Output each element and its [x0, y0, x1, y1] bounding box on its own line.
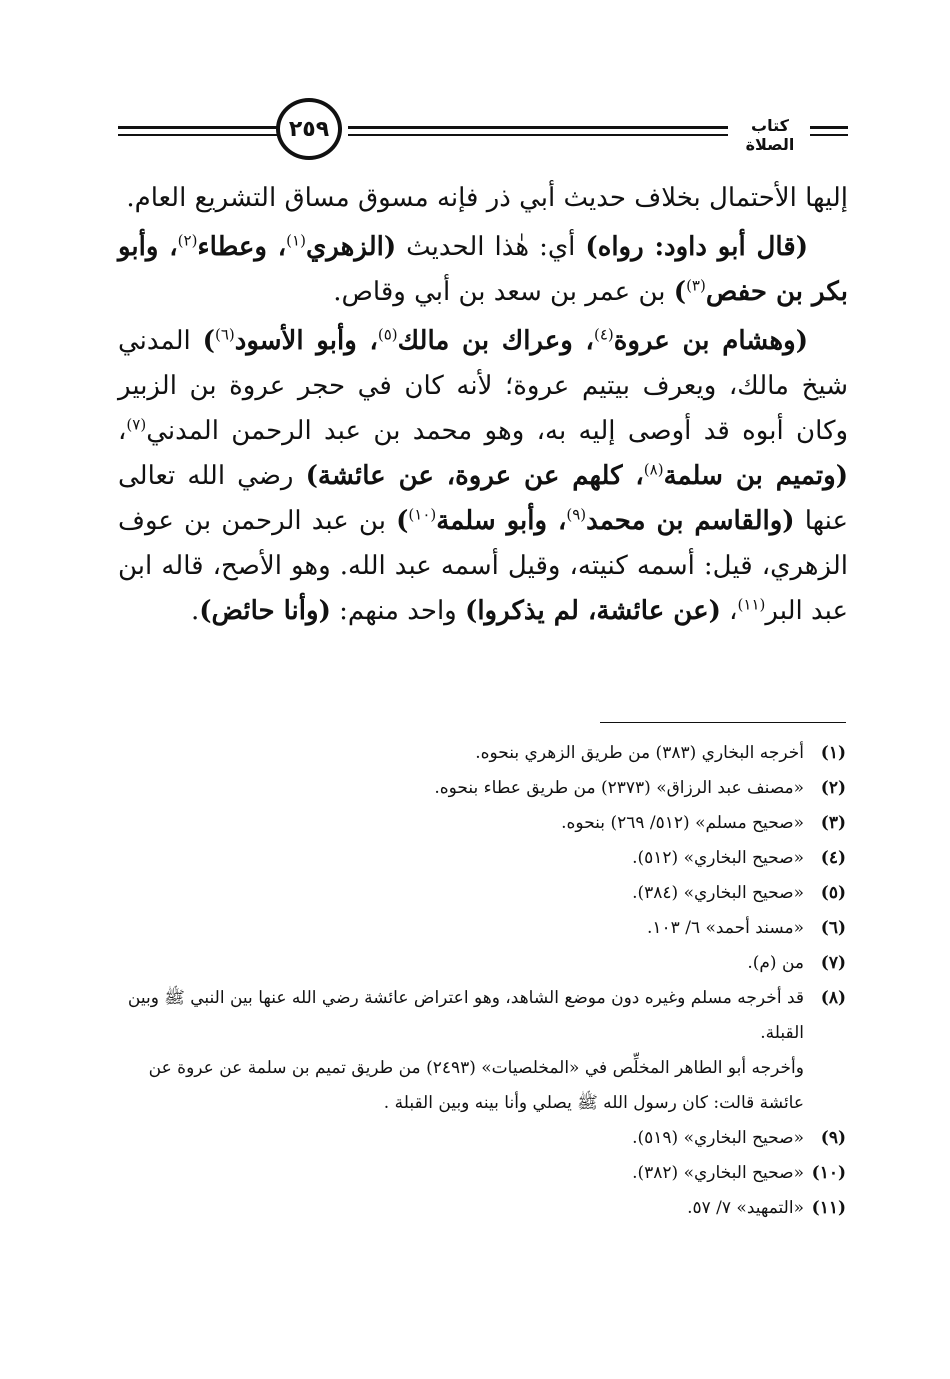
- main-text: [118, 176, 848, 634]
- footnote-text: «التمهيد» ٧/ ٥٧.: [687, 1198, 804, 1218]
- bold-text: ): [202, 326, 215, 356]
- bold-text: (وأنا حائض): [199, 596, 331, 626]
- body-text: ،: [720, 596, 738, 626]
- body-text: بن عبد الرحمن بن عوف الزهري، قيل: أسمه كنيته، وقيل أسمه عبد الله. وهو الأصح، قاله ابن عبد البر: [118, 506, 848, 626]
- footnote-marker: (٣): [686, 276, 706, 295]
- running-title: كتاب الصلاة: [745, 116, 795, 154]
- body-text: أي: هٰذا الحديث: [396, 232, 586, 262]
- body-text: رضي الله تعالى عنها: [118, 461, 849, 536]
- footnote-marker: (١١): [737, 595, 766, 614]
- footnote-item: [110, 876, 846, 911]
- footnote-marker: (١٠): [408, 505, 437, 524]
- page-number-badge: [276, 98, 342, 160]
- bold-text: ، وأبو بكر بن حفص: [118, 232, 848, 307]
- bold-text: (وهشام بن عروة: [613, 326, 809, 356]
- footnote-text: «صحيح البخاري» (٥١٢).: [632, 848, 804, 868]
- footnote-number: (٥): [820, 883, 846, 903]
- footnote-text: «صحيح البخاري» (٣٨٤).: [632, 883, 804, 903]
- footnote-item: [110, 1156, 846, 1191]
- footnote-text: «مسند أحمد» ٦/ ١٠٣.: [646, 918, 804, 938]
- footnote-number: (٧): [820, 953, 846, 973]
- footnote-separator: [600, 722, 846, 723]
- footnote-text: «صحيح البخاري» (٣٨٢).: [632, 1163, 804, 1183]
- bold-text: ): [673, 277, 687, 307]
- footnote-item: [110, 981, 846, 1051]
- body-paragraph: [118, 176, 848, 221]
- footnote-number: (١): [820, 743, 846, 763]
- page-number: ٢٥٩: [288, 116, 330, 142]
- bold-text: (قال أبو داود: رواه): [585, 232, 808, 262]
- header-rule: [118, 126, 280, 129]
- header-rule: [348, 126, 728, 129]
- footnote-number: (٩): [820, 1128, 846, 1148]
- footnote-text: قد أخرجه مسلم وغيره دون موضع الشاهد، وهو اعتراض عائشة رضي الله عنها بين النبي ﷺ وبين القبلة.: [127, 988, 804, 1043]
- header-rule: [810, 134, 848, 136]
- footnote-item: [110, 946, 846, 981]
- footnote-marker: (١): [286, 231, 306, 250]
- bold-text: (عن عائشة، لم يذكروا): [465, 596, 721, 626]
- footnote-text: أخرجه البخاري (٣٨٣) من طريق الزهري بنحوه.: [475, 743, 804, 763]
- footnote-number: (١٠): [811, 1163, 846, 1183]
- bold-text: (والقاسم بن محمد: [586, 506, 795, 536]
- footnote-marker: (٧): [126, 415, 147, 434]
- footnote-marker: (٥): [377, 325, 398, 344]
- footnote-number: (٦): [820, 918, 846, 938]
- bold-text: ، وعطاء: [197, 232, 287, 262]
- page-header: [118, 96, 848, 166]
- footnote-item: [110, 911, 846, 946]
- header-rule: [118, 134, 280, 136]
- header-rule: [810, 126, 848, 129]
- body-text: بن عمر بن سعد بن أبي وقاص.: [333, 277, 674, 307]
- footnote-marker: (٦): [214, 325, 235, 344]
- footnote-number: (٤): [820, 848, 846, 868]
- bold-text: (الزهري: [305, 232, 397, 262]
- footnote-marker: (٤): [593, 325, 614, 344]
- bold-text: (وتميم بن سلمة: [663, 461, 849, 491]
- header-rule: [348, 134, 728, 136]
- footnote-text: «صحيح البخاري» (٥١٩).: [632, 1128, 804, 1148]
- footnote-text: «مصنف عبد الرزاق» (٢٣٧٣) من طريق عطاء بنحوه.: [434, 778, 804, 798]
- body-text: واحد منهم:: [330, 596, 466, 626]
- footnotes: [110, 736, 846, 1226]
- footnote-number: (٨): [820, 988, 846, 1008]
- bold-text: ، وأبو الأسود: [234, 326, 378, 356]
- bold-text: ، كلهم عن عروة، عن عائشة): [305, 461, 644, 491]
- footnote-marker: (٢): [177, 231, 198, 250]
- body-paragraph: [118, 319, 848, 634]
- body-text: المدني شيخ مالك، ويعرف بيتيم عروة؛ لأنه كان في حجر عروة بن الزبير وكان أبوه قد أوصى إليه به، وهو محمد بن عبد الرحمن المدني: [118, 326, 848, 446]
- footnote-text: من (م).: [747, 953, 804, 973]
- footnote-item: [110, 841, 846, 876]
- bold-text: ، وأبو سلمة: [436, 506, 567, 536]
- body-text: إليها الأحتمال بخلاف حديث أبي ذر فإنه مسوق مساق التشريع العام.: [126, 183, 848, 213]
- footnote-number: (١١): [811, 1198, 846, 1218]
- footnote-item: [110, 736, 846, 771]
- footnote-item: [110, 1191, 846, 1226]
- footnote-marker: (٨): [643, 460, 664, 479]
- bold-text: ): [396, 506, 409, 536]
- body-paragraph: [118, 225, 848, 315]
- body-text: ،: [118, 416, 127, 446]
- body-text: .: [190, 596, 200, 626]
- footnote-item: [110, 1121, 846, 1156]
- footnote-item: [110, 771, 846, 806]
- footnote-marker: (٩): [566, 505, 587, 524]
- bold-text: ، وعراك بن مالك: [397, 326, 594, 356]
- footnote-item: [110, 1051, 846, 1121]
- footnote-text: «صحيح مسلم» (٥١٢/ ٢٦٩) بنحوه.: [561, 813, 804, 833]
- footnote-item: [110, 806, 846, 841]
- footnote-text: وأخرجه أبو الطاهر المخلِّص في «المخلصيات» (٢٤٩٣) من طريق تميم بن سلمة عن عروة عن عائشة قالت: كان رسول الله ﷺ يصلي وأنا بينه وبين القبلة .: [148, 1058, 804, 1113]
- footnote-number: (٢): [820, 778, 846, 798]
- footnote-number: (٣): [820, 813, 846, 833]
